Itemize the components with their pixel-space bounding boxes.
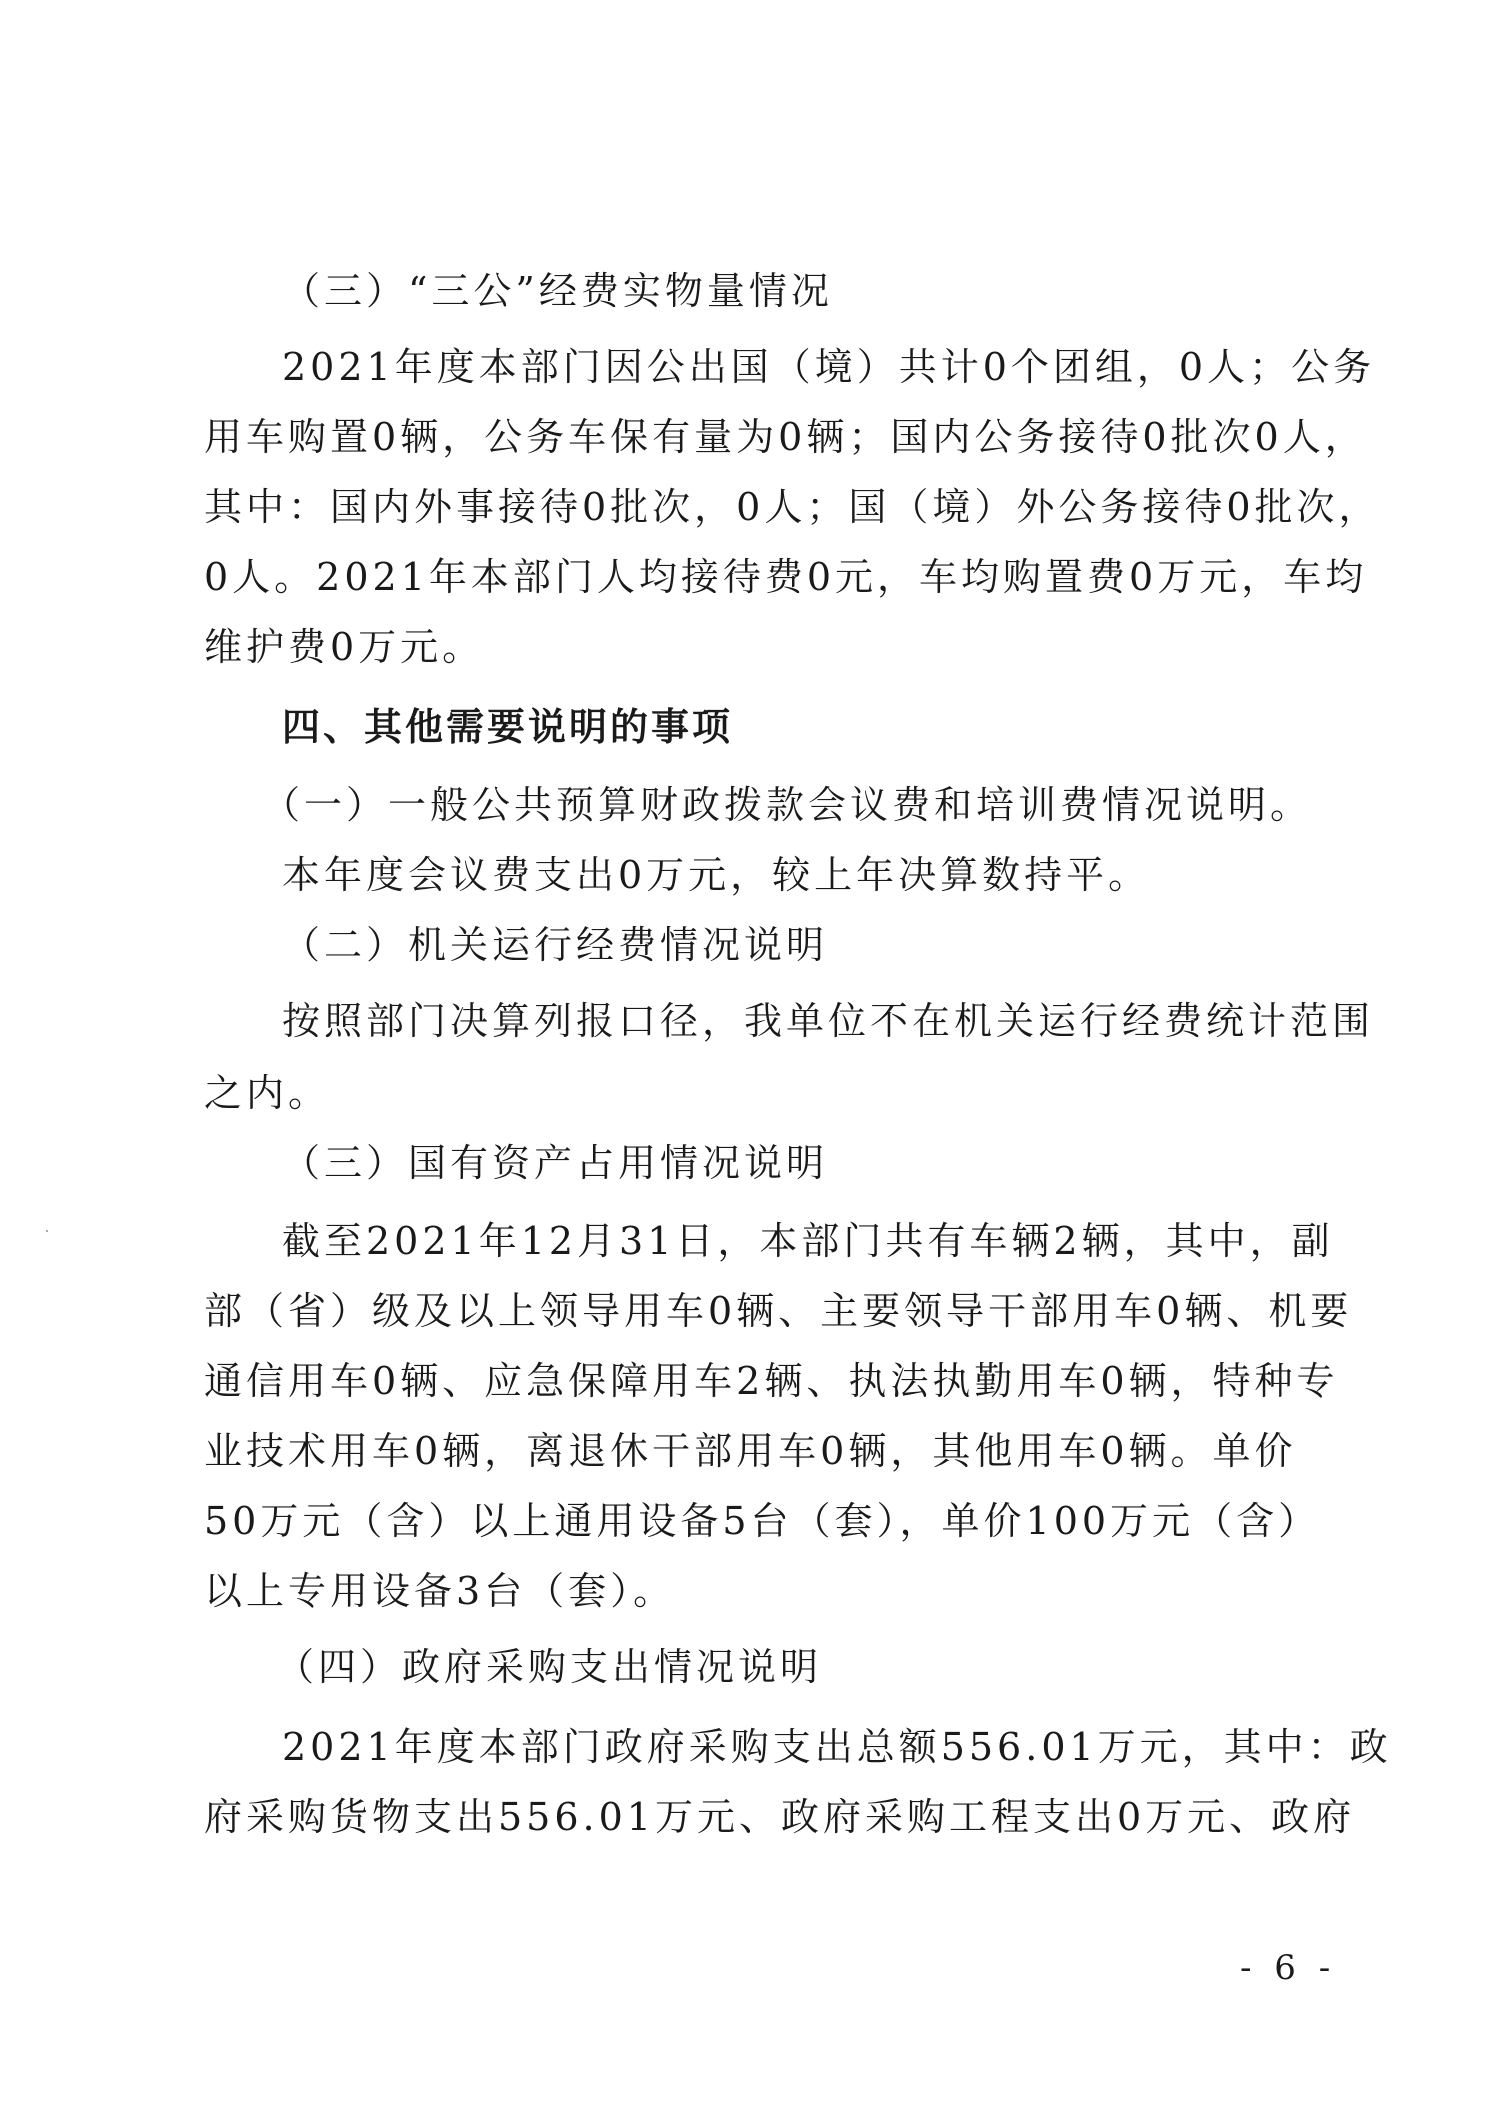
paragraph-line: 截至2021年12月31日，本部门共有车辆2辆，其中，副 [282, 1219, 1334, 1263]
paragraph-line: 其中：国内外事接待0批次，0人；国（境）外公务接待0批次， [204, 485, 1381, 529]
paragraph-line: 按照部门决算列报口径，我单位不在机关运行经费统计范围 [282, 999, 1375, 1043]
paragraph-line: 2021年度本部门政府采购支出总额556.01万元，其中：政 [282, 1725, 1392, 1769]
paragraph-line: 0人。2021年本部门人均接待费0元，车均购置费0万元，车均 [204, 555, 1368, 599]
paragraph-line: 维护费0万元。 [204, 625, 485, 669]
section-heading-other-matters: 四、其他需要说明的事项 [282, 705, 734, 749]
page-number: - 6 - [1240, 1948, 1337, 1988]
paragraph-line: 之内。 [204, 1071, 331, 1115]
paragraph-line: 用车购置0辆，公务车保有量为0辆；国内公务接待0批次0人， [204, 415, 1367, 459]
subheading-agency-operating-costs: （二）机关运行经费情况说明 [282, 923, 829, 967]
paragraph-line: 府采购货物支出556.01万元、政府采购工程支出0万元、政府 [204, 1795, 1356, 1839]
paragraph-line: 通信用车0辆、应急保障用车2辆、执法执勤用车0辆，特种专 [204, 1359, 1339, 1403]
paragraph-line: 本年度会议费支出0万元，较上年决算数持平。 [282, 853, 1151, 897]
subheading-government-procurement: （四）政府采购支出情况说明 [276, 1645, 823, 1689]
paragraph-line: 50万元（含）以上通用设备5台（套），单价100万元（含） [204, 1499, 1321, 1543]
paragraph-line: 业技术用车0辆，离退休干部用车0辆，其他用车0辆。单价 [204, 1429, 1297, 1473]
paragraph-line: 2021年度本部门因公出国（境）共计0个团组，0人；公务 [282, 345, 1376, 389]
paragraph-line: 部（省）级及以上领导用车0辆、主要领导干部用车0辆、机要 [204, 1289, 1353, 1333]
margin-dot [46, 1230, 48, 1232]
subheading-meeting-training-fees: （一）一般公共预算财政拨款会议费和培训费情况说明。 [262, 783, 1313, 827]
subheading-three-public-physical: （三）“三公”经费实物量情况 [282, 269, 833, 313]
subheading-state-assets: （三）国有资产占用情况说明 [282, 1141, 829, 1185]
paragraph-line: 以上专用设备3台（套）。 [204, 1569, 676, 1613]
